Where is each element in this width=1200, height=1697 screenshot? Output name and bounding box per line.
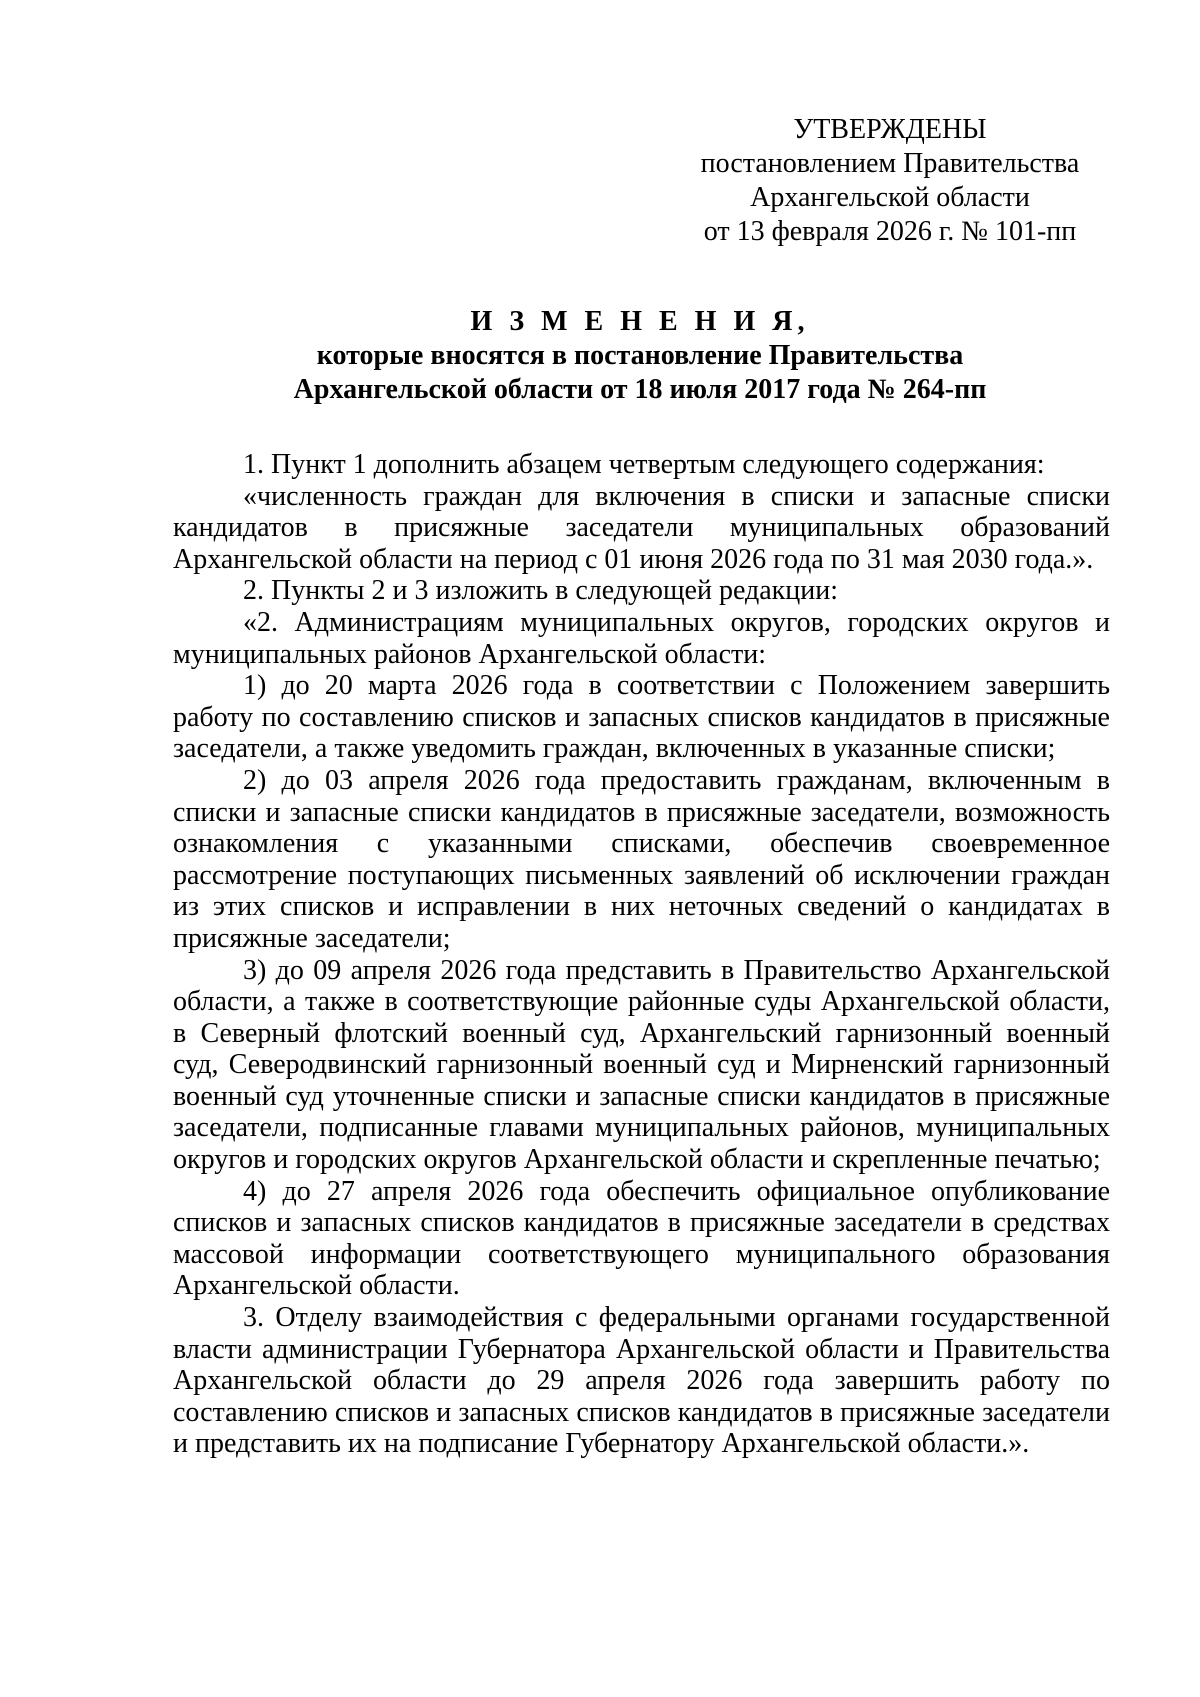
paragraph-3: 2. Пункты 2 и 3 изложить в следующей редакции: — [243, 575, 839, 607]
document-title — [170, 305, 1110, 407]
approval-region: Архангельской области — [750, 182, 1030, 213]
paragraph-6: 2) до 03 апреля 2026 года предоставить гражданам, включенным в списки и запасные списки кандидатов в присяжные заседатели, возможность ознакомления с указанными списками, обеспечив своевременное рассмотрение поступающих письменных заявлений об исключении граждан из этих списков и исправлении в них неточных сведений о кандидатах в присяжные заседатели; — [173, 764, 1110, 954]
paragraph-7: 3) до 09 апреля 2026 года представить в Правительство Архангельской области, а также в соответствующие районные суды Архангельской области, в Северный флотский военный суд, Архангельский гарнизонный военный суд, Северодвинский гарнизонный военный суд и Мирненский гарнизонный военный суд уточненные списки и запасные списки кандидатов в присяжные заседатели, подписанные главами муниципальных районов, муниципальных округов и городских округов Архангельской области и скрепленные печатью; — [173, 954, 1110, 1176]
approval-stamp — [690, 113, 1090, 249]
paragraph-8: 4) до 27 апреля 2026 года обеспечить официальное опубликование списков и запасных списков кандидатов в присяжные заседатели в средствах массовой информации соответствующего муниципального образования Архангельской области. — [173, 1175, 1110, 1302]
paragraph-2: «численность граждан для включения в списки и запасные списки кандидатов в присяжные заседатели муниципальных образований Архангельской области на период с 01 июня 2026 года по 31 мая 2030 года.». — [173, 480, 1110, 575]
title-subtitle-line2: Архангельской области от 18 июля 2017 года № 264-пп — [293, 374, 987, 405]
paragraph-4: «2. Администрациям муниципальных округов, городских округов и муниципальных районов Архангельской области: — [173, 606, 1110, 670]
document-body — [173, 449, 1110, 1460]
paragraph-1: 1. Пункт 1 дополнить абзацем четвертым следующего содержания: — [243, 449, 1045, 480]
title-main: И З М Е Н Е Н И Я, — [470, 306, 810, 337]
paragraph-9: 3. Отделу взаимодействия с федеральными органами государственной власти администрации Губернатора Архангельской области и Правительства Архангельской области до 29 апреля 2026 года завершить работу по составлению списков и запасных списков кандидатов в присяжные заседатели и представить их на подписание Губернатору Архангельской области.». — [173, 1302, 1110, 1460]
approval-date-number: от 13 февраля 2026 г. № 101-пп — [703, 216, 1077, 247]
title-subtitle-line1: которые вносятся в постановление Правительства — [316, 340, 964, 371]
approval-heading: УТВЕРЖДЕНЫ — [793, 114, 987, 145]
paragraph-5: 1) до 20 марта 2026 года в соответствии с Положением завершить работу по составлению списков и запасных списков кандидатов в присяжные заседатели, а также уведомить граждан, включенных в указанные списки; — [173, 670, 1110, 765]
approval-resolution: постановлением Правительства — [700, 148, 1080, 179]
